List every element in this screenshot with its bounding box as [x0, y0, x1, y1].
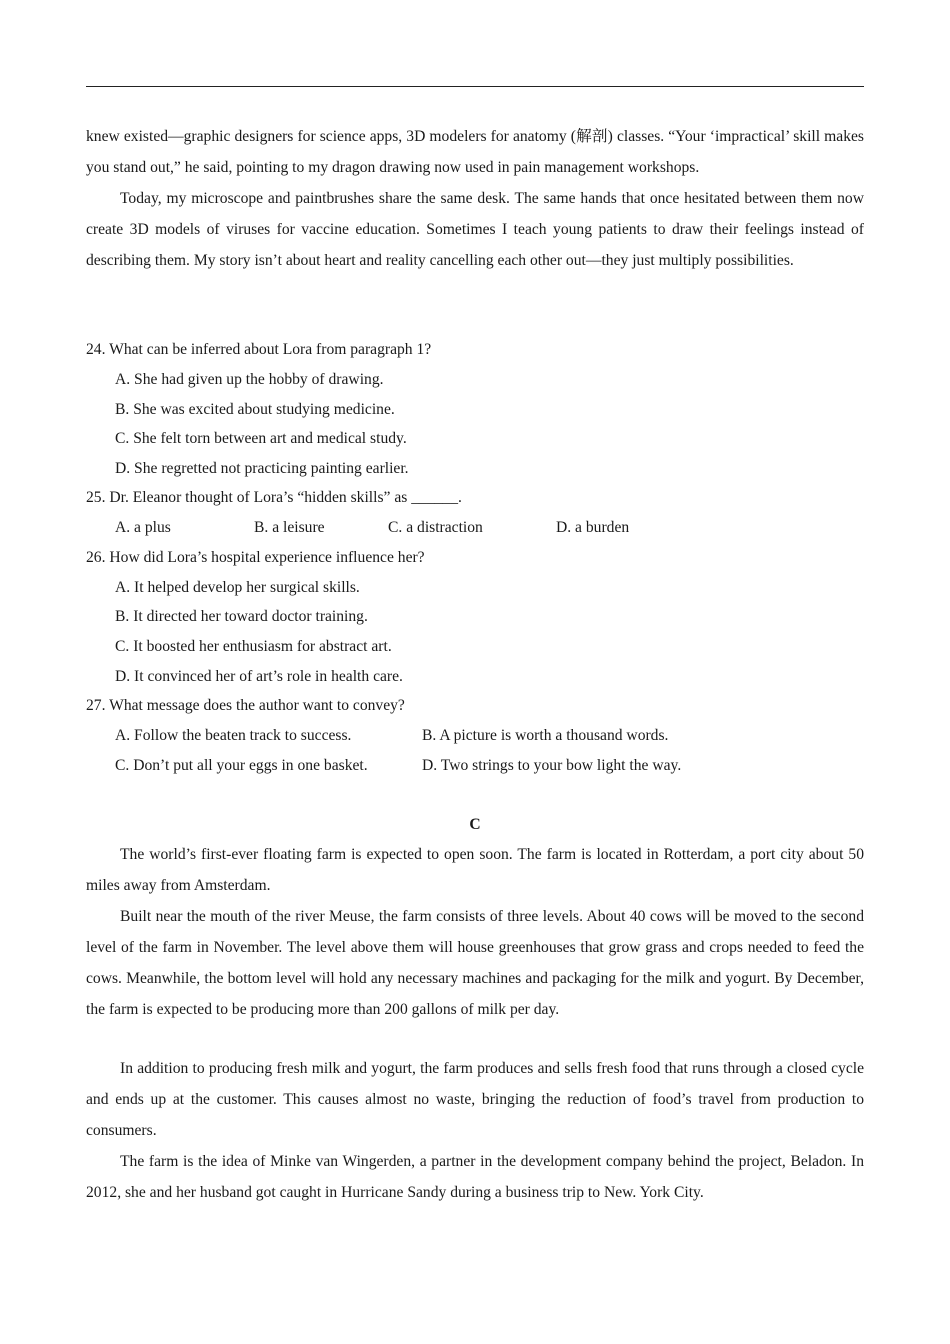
question-stem: 26. How did Lora’s hospital experience influence her? [86, 549, 425, 566]
answer-option: D. It convinced her of art’s role in health care. [115, 668, 403, 685]
question-stem: 25. Dr. Eleanor thought of Lora’s “hidden skills” as ______. [86, 489, 462, 506]
passage-c-section-continued [86, 1053, 864, 1208]
answer-option: B. a leisure [254, 519, 325, 536]
answer-option: C. Don’t put all your eggs in one basket. [115, 757, 368, 774]
answer-option: C. She felt torn between art and medical study. [115, 430, 407, 447]
passage-b-section [86, 121, 864, 276]
passage-b-paragraph: Today, my microscope and paintbrushes share the same desk. The same hands that once hesitated between them now create 3D models of viruses for vaccine education. Sometimes I teach young patients to draw their feelings instead of describing them. My story isn’t about heart and reality cancelling each other out—they just multiply possibilities. [86, 190, 864, 269]
passage-c-section [86, 839, 864, 1025]
answer-option: B. She was excited about studying medicine. [115, 401, 395, 418]
answer-option: C. It boosted her enthusiasm for abstract art. [115, 638, 392, 655]
passage-c-title: C [469, 816, 481, 833]
header-rule [86, 86, 864, 87]
question-stem: 24. What can be inferred about Lora from paragraph 1? [86, 341, 432, 358]
passage-c-paragraph: Built near the mouth of the river Meuse, the farm consists of three levels. About 40 cows will be moved to the second level of the farm in November. The level above them will house greenhouses that grow grass and crops needed to feed the cows. Meanwhile, the bottom level will hold any necessary machines and packaging for the milk and yogurt. By December, the farm is expected to be producing more than 200 gallons of milk per day. [86, 908, 864, 1018]
answer-option: D. Two strings to your bow light the way. [422, 757, 682, 774]
passage-c-paragraph: The farm is the idea of Minke van Wingerden, a partner in the development company behind the project, Beladon. In 2012, she and her husband got caught in Hurricane Sandy during a business trip to New. York City. [86, 1153, 864, 1201]
answer-option: A. She had given up the hobby of drawing. [115, 371, 384, 388]
answer-option: A. Follow the beaten track to success. [115, 727, 352, 744]
answer-option: C. a distraction [388, 519, 483, 536]
answer-option: A. a plus [115, 519, 171, 536]
answer-option: D. a burden [556, 519, 630, 536]
answer-option: A. It helped develop her surgical skills. [115, 579, 360, 596]
answer-option: B. A picture is worth a thousand words. [422, 727, 669, 744]
passage-b-paragraph: knew existed—graphic designers for science apps, 3D modelers for anatomy (解剖) classes. “Your ‘impractical’ skill makes you stand out,” he said, pointing to my dragon drawing now used in pain management workshops. [86, 128, 864, 176]
passage-c-paragraph: The world’s first-ever floating farm is expected to open soon. The farm is located in Rotterdam, a port city about 50 miles away from Amsterdam. [86, 846, 864, 894]
question-stem: 27. What message does the author want to convey? [86, 697, 405, 714]
passage-c-paragraph: In addition to producing fresh milk and yogurt, the farm produces and sells fresh food that runs through a closed cycle and ends up at the customer. This causes almost no waste, bringing the reduction of food’s travel from production to consumers. [86, 1060, 864, 1139]
answer-option: B. It directed her toward doctor training. [115, 608, 368, 625]
answer-option: D. She regretted not practicing painting earlier. [115, 460, 409, 477]
